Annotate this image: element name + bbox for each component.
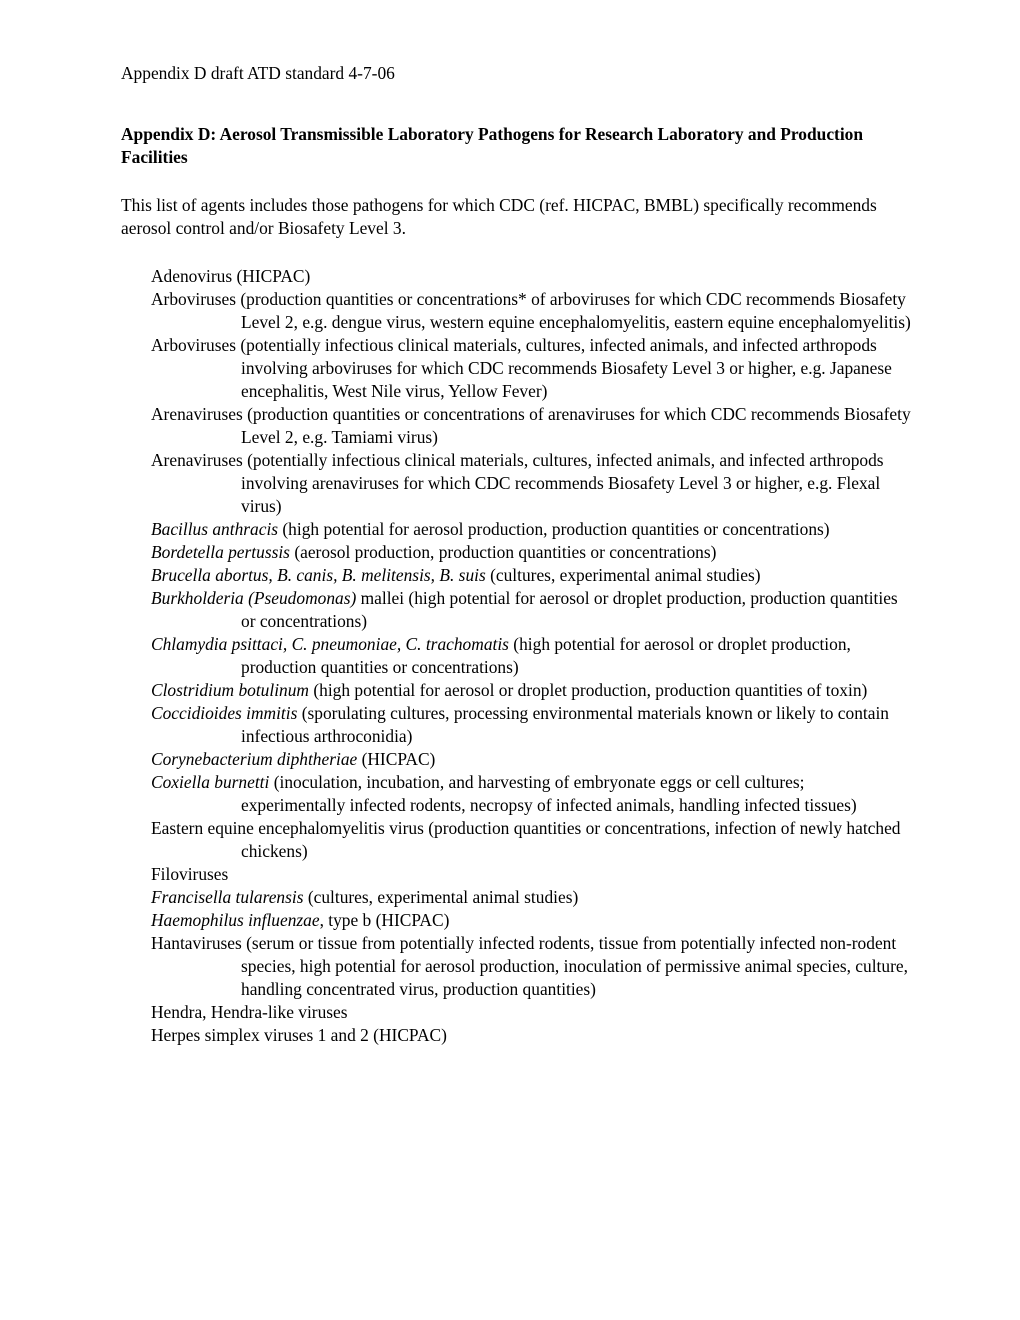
- pathogen-list-item: [151, 288, 911, 334]
- pathogen-list-item: [151, 679, 911, 702]
- pathogen-name: Hantaviruses: [151, 933, 242, 953]
- pathogen-list-item: [151, 909, 911, 932]
- pathogen-list-item: [151, 702, 911, 748]
- pathogen-notes: (production quantities or concentrations, infection of newly hatched chickens): [241, 818, 901, 861]
- pathogen-notes: (high potential for aerosol or droplet production, production quantities of toxin): [309, 680, 868, 700]
- pathogen-list-item: [151, 1001, 911, 1024]
- pathogen-notes: mallei (high potential for aerosol or droplet production, production quantities or concentrations): [241, 588, 898, 631]
- page-header: Appendix D draft ATD standard 4-7-06: [121, 63, 395, 83]
- pathogen-species-name: Haemophilus influenzae: [151, 910, 320, 930]
- pathogen-list-item: [151, 633, 911, 679]
- pathogen-species-name: Corynebacterium diphtheriae: [151, 749, 358, 769]
- pathogen-name: Arboviruses: [151, 335, 237, 355]
- pathogen-list-item: [151, 863, 911, 886]
- pathogen-list-item: [151, 886, 911, 909]
- pathogen-name: Adenovirus: [151, 266, 233, 286]
- pathogen-notes: (HICPAC): [357, 749, 436, 769]
- pathogen-list-item: [151, 403, 911, 449]
- pathogen-list: [121, 265, 911, 1047]
- pathogen-notes: (serum or tissue from potentially infected rodents, tissue from potentially infected non-rodent species, high potential for aerosol production, inoculation of permissive animal species, culture, handling concentrated virus, production quantities): [241, 933, 908, 999]
- pathogen-list-item: [151, 587, 911, 633]
- pathogen-species-name: Bacillus anthracis: [151, 519, 279, 539]
- pathogen-notes: (HICPAC): [368, 1025, 447, 1045]
- pathogen-list-item: [151, 564, 911, 587]
- pathogen-notes: (HICPAC): [232, 266, 311, 286]
- pathogen-species-name: Coccidioides immitis: [151, 703, 298, 723]
- pathogen-notes: (cultures, experimental animal studies): [485, 565, 761, 585]
- pathogen-list-item: [151, 518, 911, 541]
- pathogen-list-item: [151, 541, 911, 564]
- pathogen-species-name: Burkholderia (Pseudomonas): [151, 588, 357, 608]
- intro-paragraph: This list of agents includes those pathogens for which CDC (ref. HICPAC, BMBL) specifically recommends aerosol control and/or Biosafety Level 3.: [121, 195, 877, 238]
- pathogen-species-name: Brucella abortus, B. canis, B. melitensis, B. suis: [151, 565, 486, 585]
- pathogen-list-item: [151, 265, 911, 288]
- pathogen-list-item: [151, 932, 911, 1001]
- pathogen-list-item: [151, 817, 911, 863]
- pathogen-notes: (production quantities or concentrations* of arboviruses for which CDC recommends Biosafety Level 2, e.g. dengue virus, western equine encephalomyelitis, eastern equine encephalomyelitis): [236, 289, 911, 332]
- pathogen-species-name: Coxiella burnetti: [151, 772, 270, 792]
- pathogen-species-name: Clostridium botulinum: [151, 680, 309, 700]
- pathogen-notes: (potentially infectious clinical materials, cultures, infected animals, and infected arthropods involving arboviruses for which CDC recommends Biosafety Level 3 or higher, e.g. Japanese encephalitis, West Nile virus, Yellow Fever): [236, 335, 892, 401]
- pathogen-name: Arenaviruses: [151, 404, 243, 424]
- pathogen-notes: (cultures, experimental animal studies): [303, 887, 579, 907]
- pathogen-list-item: [151, 771, 911, 817]
- pathogen-name: Arboviruses: [151, 289, 237, 309]
- pathogen-name: Herpes simplex viruses 1 and 2: [151, 1025, 369, 1045]
- pathogen-list-item: [151, 1024, 911, 1047]
- pathogen-notes: (high potential for aerosol or droplet production, production quantities or concentrations): [241, 634, 851, 677]
- pathogen-list-item: [151, 748, 911, 771]
- document-title: Appendix D: Aerosol Transmissible Laboratory Pathogens for Research Laboratory and Production Facilities: [121, 124, 864, 167]
- pathogen-name: Arenaviruses: [151, 450, 243, 470]
- pathogen-species-name: Chlamydia psittaci, C. pneumoniae, C. trachomatis: [151, 634, 509, 654]
- pathogen-list-item: [151, 334, 911, 403]
- document-page: [121, 62, 911, 1047]
- pathogen-notes: (inoculation, incubation, and harvesting of embryonate eggs or cell cultures; experimentally infected rodents, necropsy of infected animals, handling infected tissues): [241, 772, 857, 815]
- pathogen-name: Filoviruses: [151, 864, 229, 884]
- pathogen-notes: , type b (HICPAC): [319, 910, 450, 930]
- pathogen-notes: (potentially infectious clinical materials, cultures, infected animals, and infected arthropods involving arenaviruses for which CDC recommends Biosafety Level 3 or higher, e.g. Flexal virus): [241, 450, 884, 516]
- pathogen-species-name: Bordetella pertussis: [151, 542, 290, 562]
- pathogen-name: Eastern equine encephalomyelitis virus: [151, 818, 424, 838]
- pathogen-species-name: Francisella tularensis: [151, 887, 304, 907]
- pathogen-notes: (production quantities or concentrations of arenaviruses for which CDC recommends Biosafety Level 2, e.g. Tamiami virus): [241, 404, 911, 447]
- pathogen-list-item: [151, 449, 911, 518]
- pathogen-notes: (sporulating cultures, processing environmental materials known or likely to contain infectious arthroconidia): [241, 703, 889, 746]
- pathogen-name: Hendra, Hendra-like viruses: [151, 1002, 348, 1022]
- pathogen-notes: (aerosol production, production quantities or concentrations): [289, 542, 717, 562]
- pathogen-notes: (high potential for aerosol production, production quantities or concentrations): [278, 519, 830, 539]
